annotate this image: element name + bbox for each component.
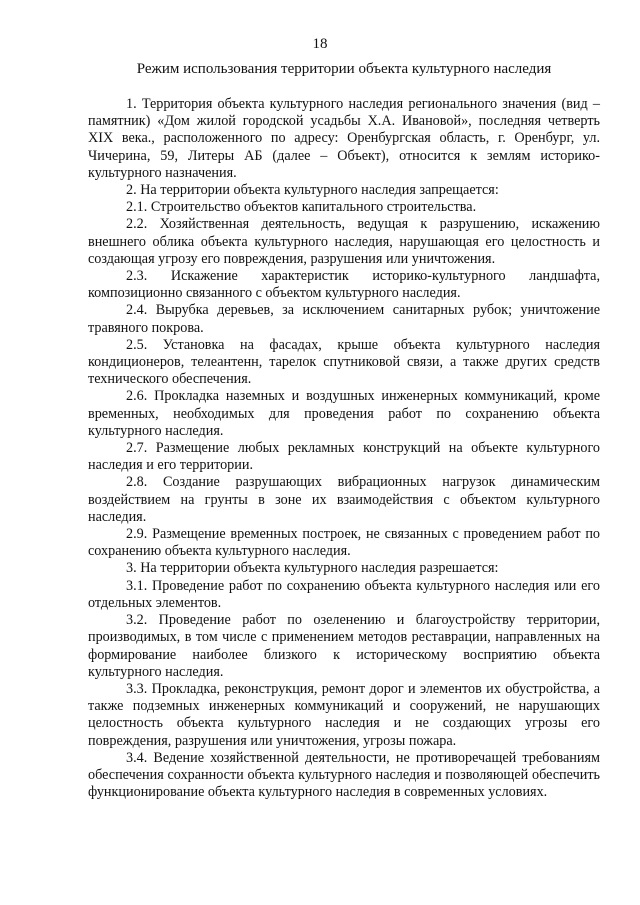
paragraph-3-3: 3.3. Прокладка, реконструкция, ремонт дорог и элементов их обустройства, а также подземных инженерных коммуникаций и сооружений, не нарушающих целостность объекта культурного наследия и не создающих угрозы его повреждения, разрушения или уничтожения, угрозы пожара.: [88, 680, 600, 749]
page-title: Режим использования территории объекта культурного наследия: [136, 61, 552, 77]
paragraph-2-8: 2.8. Создание разрушающих вибрационных нагрузок динамическим воздействием на грунты в зоне их взаимодействия с объектом культурного наследия.: [88, 474, 600, 525]
paragraph-2: 2. На территории объекта культурного наследия запрещается:: [126, 182, 499, 199]
document-body: [88, 96, 600, 801]
paragraph-2-1: 2.1. Строительство объектов капитального строительства.: [126, 199, 477, 216]
paragraph-3: 3. На территории объекта культурного наследия разрешается:: [126, 560, 499, 577]
paragraph-2-3: 2.3. Искажение характеристик историко-культурного ландшафта, композиционно связанного с объектом культурного наследия.: [88, 268, 600, 302]
paragraph-2-4: 2.4. Вырубка деревьев, за исключением санитарных рубок; уничтожение травяного покрова.: [88, 302, 600, 336]
paragraph-2-2: 2.2. Хозяйственная деятельность, ведущая к разрушению, искажению внешнего облика объекта культурного наследия, нарушающая его целостность и создающая угрозу его повреждения, разрушения или уничтожения.: [88, 216, 600, 267]
paragraph-3-1: 3.1. Проведение работ по сохранению объекта культурного наследия или его отдельных элементов.: [88, 577, 600, 611]
paragraph-2-5: 2.5. Установка на фасадах, крыше объекта культурного наследия кондиционеров, телеантенн, тарелок спутниковой связи, а также других средств технического обеспечения.: [88, 336, 600, 388]
page-number: 18: [312, 36, 328, 52]
paragraph-3-4: 3.4. Ведение хозяйственной деятельности, не противоречащей требованиям обеспечения сохранности объекта культурного наследия и позволяющей обеспечить функционирование объекта культурного наследия в современных условиях.: [88, 749, 600, 801]
paragraph-2-9: 2.9. Размещение временных построек, не связанных с проведением работ по сохранению объекта культурного наследия.: [88, 526, 600, 560]
paragraph-2-7: 2.7. Размещение любых рекламных конструкций на объекте культурного наследия и его территории.: [88, 440, 600, 474]
paragraph-3-2: 3.2. Проведение работ по озеленению и благоустройству территории, производимых, в том числе с применением методов реставрации, направленных на формирование наиболее близкого к историческому восприятию объекта культурного наследия.: [88, 612, 600, 680]
paragraph-1: 1. Территория объекта культурного наследия регионального значения (вид – памятник) «Дом жилой городской усадьбы Х.А. Ивановой», последняя четверть XIX века., расположенного по адресу: Оренбургская область, г. Оренбург, ул. Чичерина, 59, Литеры АБ (далее – Объект), относится к землям историко-культурного назначения.: [88, 96, 600, 181]
paragraph-2-6: 2.6. Прокладка наземных и воздушных инженерных коммуникаций, кроме временных, необходимых для проведения работ по сохранению объекта культурного наследия.: [88, 388, 600, 439]
